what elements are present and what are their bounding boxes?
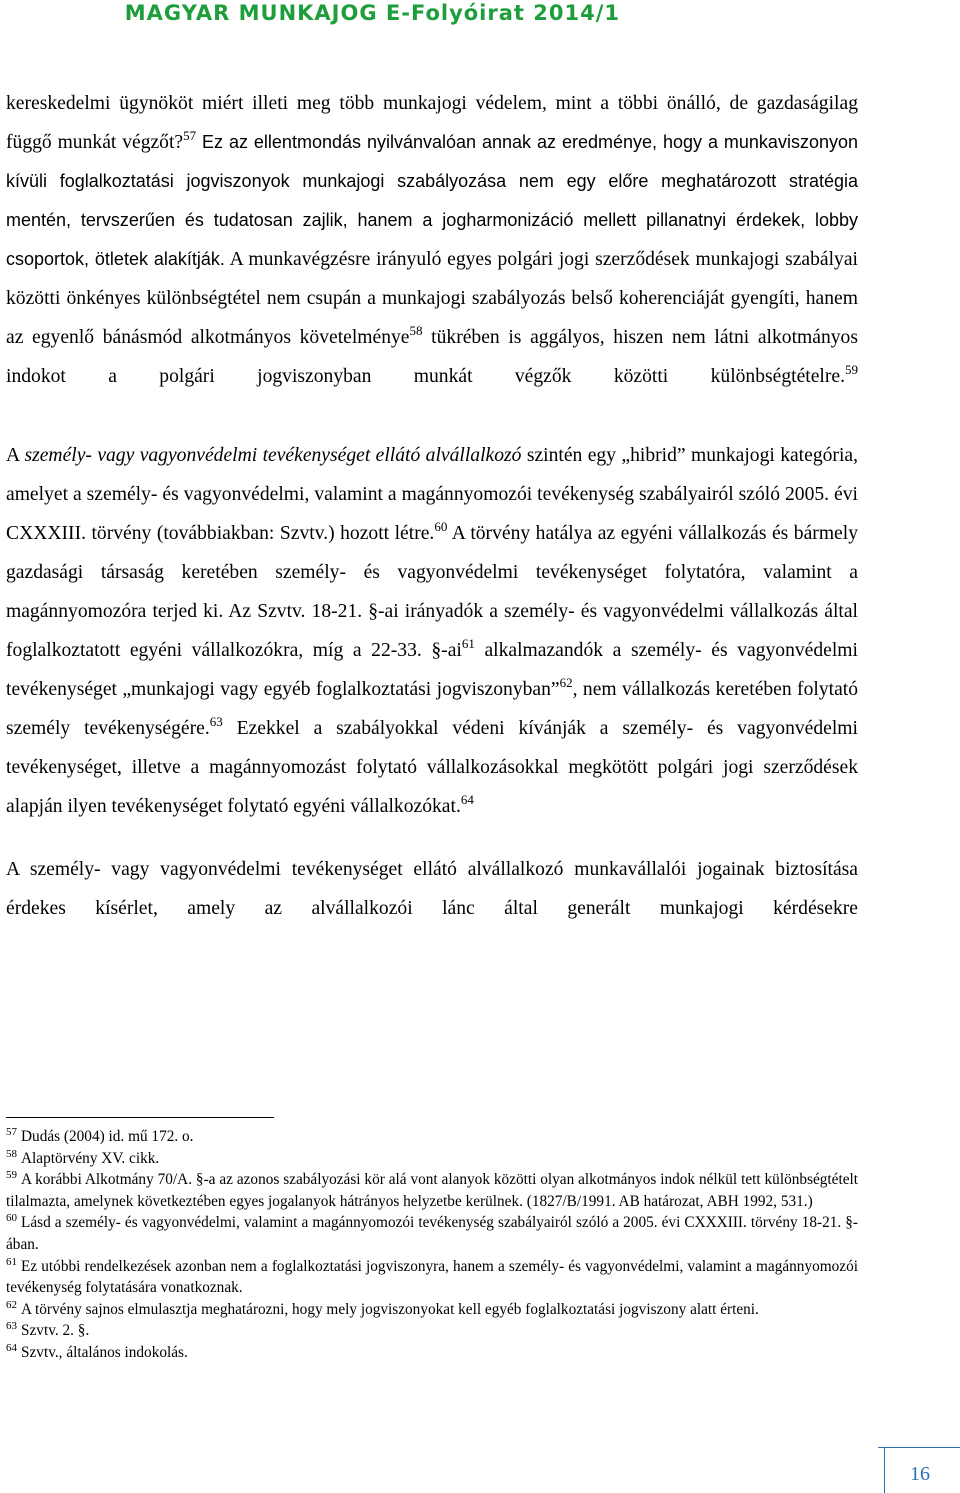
footnote-59: $^{59}$ A korábbi Alkotmány 70/A. §-a az azonos szabályozási kör alá vont alanyok közötti olyan alkotmányos indok nélkül tett különbségtételt tilalmazta, amelynek következtében egyes jogalanyok hátrányos helyzetbe kerülnek. (1827/B/1991. AB határozat, ABH 1992, 531.): [6, 1169, 858, 1210]
paragraph-2-b: szintén egy „hibrid” munkajogi kategória, amelyet a személy- és vagyonvédelmi, valamint a magánnyomozói tevékenység szabályairól szóló 2005. évi CXXXIII. törvény (továbbiakban: Szvtv.) hozott létre.: [6, 445, 858, 544]
footnote-ref-61[interactable]: 61: [461, 636, 475, 651]
journal-title: MAGYAR MUNKAJOG E-Folyóirat 2014/1: [124, 1, 620, 25]
footnote-60: $^{60}$ Lásd a személy- és vagyonvédelmi, valamint a magánnyomozói tevékenység szabályairól szóló a 2005. évi CXXXIII. törvény 18-21. §-ában.: [6, 1212, 858, 1253]
footnote-61: $^{61}$ Ez utóbbi rendelkezések azonban nem a foglalkoztatási jogviszonyra, hanem a személy- és vagyonvédelmi, valamint a magánnyomozói tevékenység folytatására vonatkoznak.: [6, 1255, 858, 1297]
paragraph-2-a: A: [6, 445, 20, 466]
footnote-63: $^{63}$ Szvtv. 2. §.: [6, 1320, 90, 1340]
paragraph-1-text-d: tükrében is aggályos, hiszen nem látni alkotmányos indokot a polgári jogviszonyban munkát végzők közötti különbségtételre.: [6, 327, 858, 387]
footnote-62: $^{62}$ A törvény sajnos elmulasztja meghatározni, hogy mely jogviszonyokat kell egyéb foglalkoztatási jogviszony alatt érteni.: [6, 1298, 759, 1318]
journal-header: [0, 0, 960, 28]
footnote-ref-63[interactable]: 63: [209, 714, 223, 729]
paragraph-1-text-a: kereskedelmi ügynököt miért illeti meg több munkajogi védelem, mint a többi önálló, de gazdaságilag függő munkát végzőt?: [6, 93, 858, 153]
main-text: [6, 84, 858, 928]
footnote-64: $^{64}$ Szvtv., általános indokolás.: [6, 1341, 188, 1361]
footnote-separator: [6, 1117, 274, 1118]
paragraph-1-text-c: A munkavégzésre irányuló egyes polgári jogi szerződések munkajogi szabályai közötti önkényes különbségtétel nem csupán a munkajogi szabályozás belső koherenciáját gyengíti, hanem az egyenlő bánásmód alkotmányos követelménye: [6, 249, 858, 348]
footnotes: [6, 1126, 858, 1364]
page-corner-top-line: [878, 1447, 960, 1448]
paragraph-2-e: , nem vállalkozás keretében folytató személy tevékenységére.: [6, 679, 859, 739]
paragraph-1: [6, 84, 858, 396]
paragraph-3: A személy- vagy vagyonvédelmi tevékenységet ellátó alvállalkozó munkavállalói jogainak biztosítása érdekes kísérlet, amely az alvállalkozói lánc által generált munkajogi kérdésekre: [6, 859, 858, 919]
footnote-ref-64[interactable]: 64: [460, 792, 474, 807]
page-number: 16: [910, 1463, 930, 1485]
paragraph-2-c: A törvény hatálya az egyéni vállalkozás és bármely gazdasági társaság keretében személy- és vagyonvédelmi tevékenységet folytatóra, valamint a magánnyomozóra terjed ki. Az Szvtv. 18-21. §-ai irányadók a személy- és vagyonvédelmi vállalkozás által foglalkoztatott egyéni vállalkozókra, míg a 22-33. §-ai: [6, 523, 858, 661]
paragraph-2-f: Ezekkel a szabályokkal védeni kívánják a személy- és vagyonvédelmi tevékenységet, illetve a magánnyomozást folytató vállalkozásokkal megkötött polgári jogi szerződések alapján ilyen tevékenységet folytató egyéni vállalkozókat.: [6, 718, 858, 817]
footnote-58: $^{58}$ Alaptörvény XV. cikk.: [6, 1147, 160, 1167]
footnote-ref-59[interactable]: 59: [845, 362, 858, 377]
paragraph-2-d: alkalmazandók a személy- és vagyonvédelmi tevékenységet „munkajogi vagy egyéb foglalkoztatási jogviszonyban”: [6, 640, 858, 700]
footnote-ref-58[interactable]: 58: [409, 323, 423, 338]
paragraph-2-italic: személy- vagy vagyonvédelmi tevékenységet ellátó alvállalkozó: [24, 445, 522, 466]
footnote-ref-60[interactable]: 60: [434, 519, 448, 534]
footnote-ref-57[interactable]: 57: [183, 128, 197, 143]
page-corner-left-line: [884, 1447, 885, 1493]
footnote-57: $^{57}$ Dudás (2004) id. mű 172. o.: [6, 1126, 194, 1145]
paragraph-2: [6, 436, 858, 826]
footnote-ref-62[interactable]: 62: [559, 675, 573, 690]
paragraph-1-text-b: Ez az ellentmondás nyilvánvalóan annak az eredménye, hogy a munkaviszonyon kívüli foglalkoztatási jogviszonyok munkajogi szabályozása nem egy előre meghatározott stratégia mentén, tervszerűen és tudatosan zajlik, hanem a jogharmonizáció mellett pillanatnyi érdekek, lobby csoportok, ötletek alakítják.: [6, 132, 858, 269]
